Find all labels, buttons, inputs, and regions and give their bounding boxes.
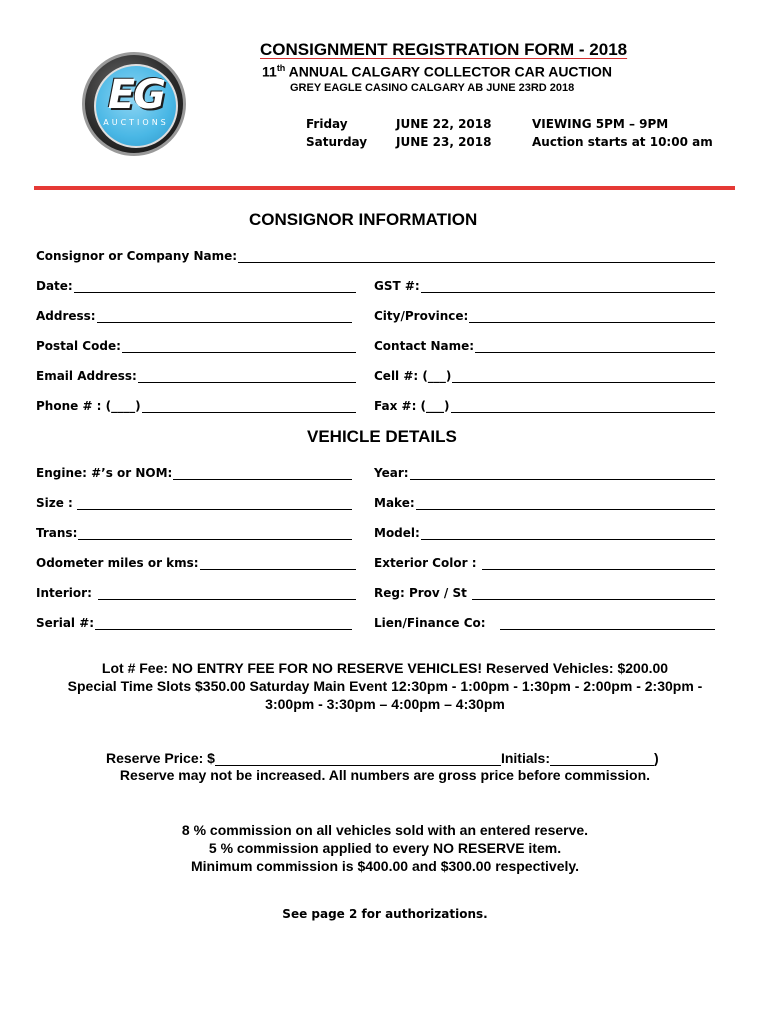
interior-line[interactable] [98, 587, 356, 600]
engine-line[interactable] [173, 467, 352, 480]
city-province-label: City/Province: [374, 309, 469, 323]
company-name-field[interactable] [36, 247, 715, 263]
consignor-heading: CONSIGNOR INFORMATION [249, 210, 478, 229]
trans-field[interactable] [36, 524, 352, 540]
schedule-date-2: JUNE 23, 2018 [396, 135, 492, 149]
email-label: Email Address: [36, 369, 137, 383]
schedule-date-1: JUNE 22, 2018 [396, 117, 492, 131]
fax-field[interactable] [374, 397, 715, 413]
reg-line[interactable] [472, 587, 715, 600]
initials-line[interactable] [550, 751, 654, 766]
date-label: Date: [36, 279, 73, 293]
subtitle-ordinal: th [276, 63, 286, 73]
venue-line: GREY EAGLE CASINO CALGARY AB JUNE 23RD 2018 [290, 82, 575, 94]
company-name-label: Consignor or Company Name: [36, 249, 238, 263]
reserve-price-line[interactable] [215, 751, 501, 766]
header-divider [34, 186, 735, 190]
subtitle-number: 11 [262, 63, 277, 80]
company-logo [82, 52, 186, 156]
make-field[interactable] [374, 494, 715, 510]
schedule-info-2: Auction starts at 10:00 am [532, 135, 713, 149]
lien-field[interactable] [374, 614, 715, 630]
fax-line[interactable] [451, 400, 715, 413]
year-line[interactable] [410, 467, 715, 480]
schedule-day-1: Friday [306, 117, 348, 131]
serial-field[interactable] [36, 614, 352, 630]
contact-name-label: Contact Name: [374, 339, 475, 353]
fee-line-2: Special Time Slots $350.00 Saturday Main Event 12:30pm - 1:00pm - 1:30pm - 2:00pm - 2:30pm - [67, 678, 703, 694]
engine-label: Engine: #’s or NOM: [36, 466, 173, 480]
interior-label: Interior: [36, 586, 92, 600]
odometer-field[interactable] [36, 554, 356, 570]
commission-line-3: Minimum commission is $400.00 and $300.00 respectively. [190, 858, 580, 874]
gst-field[interactable] [374, 277, 715, 293]
exterior-color-field[interactable] [374, 554, 715, 570]
phone-label: Phone # : (____) [36, 399, 141, 413]
commission-info [0, 821, 770, 875]
city-province-line[interactable] [469, 310, 715, 323]
postal-code-label: Postal Code: [36, 339, 121, 353]
make-line[interactable] [416, 497, 715, 510]
trans-label: Trans: [36, 526, 78, 540]
date-field[interactable] [36, 277, 356, 293]
serial-line[interactable] [95, 617, 352, 630]
address-line[interactable] [97, 310, 352, 323]
odometer-line[interactable] [200, 557, 356, 570]
logo-text: EG [107, 72, 165, 118]
engine-field[interactable] [36, 464, 352, 480]
model-field[interactable] [374, 524, 715, 540]
fee-line-3: 3:00pm - 3:30pm – 4:00pm – 4:30pm [265, 696, 505, 712]
initials-label: Initials: [500, 750, 550, 766]
odometer-label: Odometer miles or kms: [36, 556, 199, 570]
trans-line[interactable] [78, 527, 352, 540]
postal-code-field[interactable] [36, 337, 356, 353]
reserve-note: Reserve may not be increased. All numbers are gross price before commission. [119, 767, 651, 783]
email-field[interactable] [36, 367, 356, 383]
lien-line[interactable] [500, 617, 715, 630]
size-label: Size : [36, 496, 73, 510]
contact-name-field[interactable] [374, 337, 715, 353]
cell-label: Cell #: (___) [374, 369, 452, 383]
phone-field[interactable] [36, 397, 356, 413]
email-line[interactable] [138, 370, 356, 383]
exterior-color-line[interactable] [482, 557, 716, 570]
model-label: Model: [374, 526, 420, 540]
initials-close-paren: ) [653, 750, 659, 766]
page2-note: See page 2 for authorizations. [282, 907, 488, 921]
reg-field[interactable] [374, 584, 715, 600]
logo-subtext: AUCTIONS [103, 118, 169, 127]
postal-code-line[interactable] [122, 340, 356, 353]
cell-field[interactable] [374, 367, 715, 383]
lien-label: Lien/Finance Co: [374, 616, 486, 630]
address-field[interactable] [36, 307, 352, 323]
gst-label: GST #: [374, 279, 420, 293]
phone-line[interactable] [142, 400, 356, 413]
city-province-field[interactable] [374, 307, 715, 323]
vehicle-heading: VEHICLE DETAILS [307, 427, 457, 446]
year-field[interactable] [374, 464, 715, 480]
gst-line[interactable] [421, 280, 715, 293]
contact-name-line[interactable] [475, 340, 715, 353]
form-title: CONSIGNMENT REGISTRATION FORM - 2018 [260, 40, 628, 59]
fee-info [0, 659, 770, 713]
reserve-price-row [106, 748, 659, 766]
size-line[interactable] [77, 497, 352, 510]
address-label: Address: [36, 309, 96, 323]
fax-label: Fax #: (___) [374, 399, 450, 413]
form-subtitle [262, 63, 612, 80]
reserve-price-label: Reserve Price: $ [106, 750, 215, 766]
year-label: Year: [374, 466, 409, 480]
schedule-info-1: VIEWING 5PM – 9PM [532, 117, 669, 131]
make-label: Make: [374, 496, 415, 510]
logo-badge [94, 64, 178, 148]
cell-line[interactable] [452, 370, 715, 383]
schedule-day-2: Saturday [306, 135, 368, 149]
subtitle-text: ANNUAL CALGARY COLLECTOR CAR AUCTION [285, 63, 612, 80]
date-line[interactable] [74, 280, 356, 293]
company-name-line[interactable] [238, 250, 715, 263]
fee-line-1: Lot # Fee: NO ENTRY FEE FOR NO RESERVE VEHICLES! Reserved Vehicles: $200.00 [101, 660, 669, 676]
interior-field[interactable] [36, 584, 356, 600]
size-field[interactable] [36, 494, 352, 510]
commission-line-1: 8 % commission on all vehicles sold with an entered reserve. [181, 822, 589, 838]
commission-line-2: 5 % commission applied to every NO RESERVE item. [208, 840, 562, 856]
model-line[interactable] [421, 527, 715, 540]
serial-label: Serial #: [36, 616, 95, 630]
reg-label: Reg: Prov / St [374, 586, 467, 600]
exterior-color-label: Exterior Color : [374, 556, 477, 570]
